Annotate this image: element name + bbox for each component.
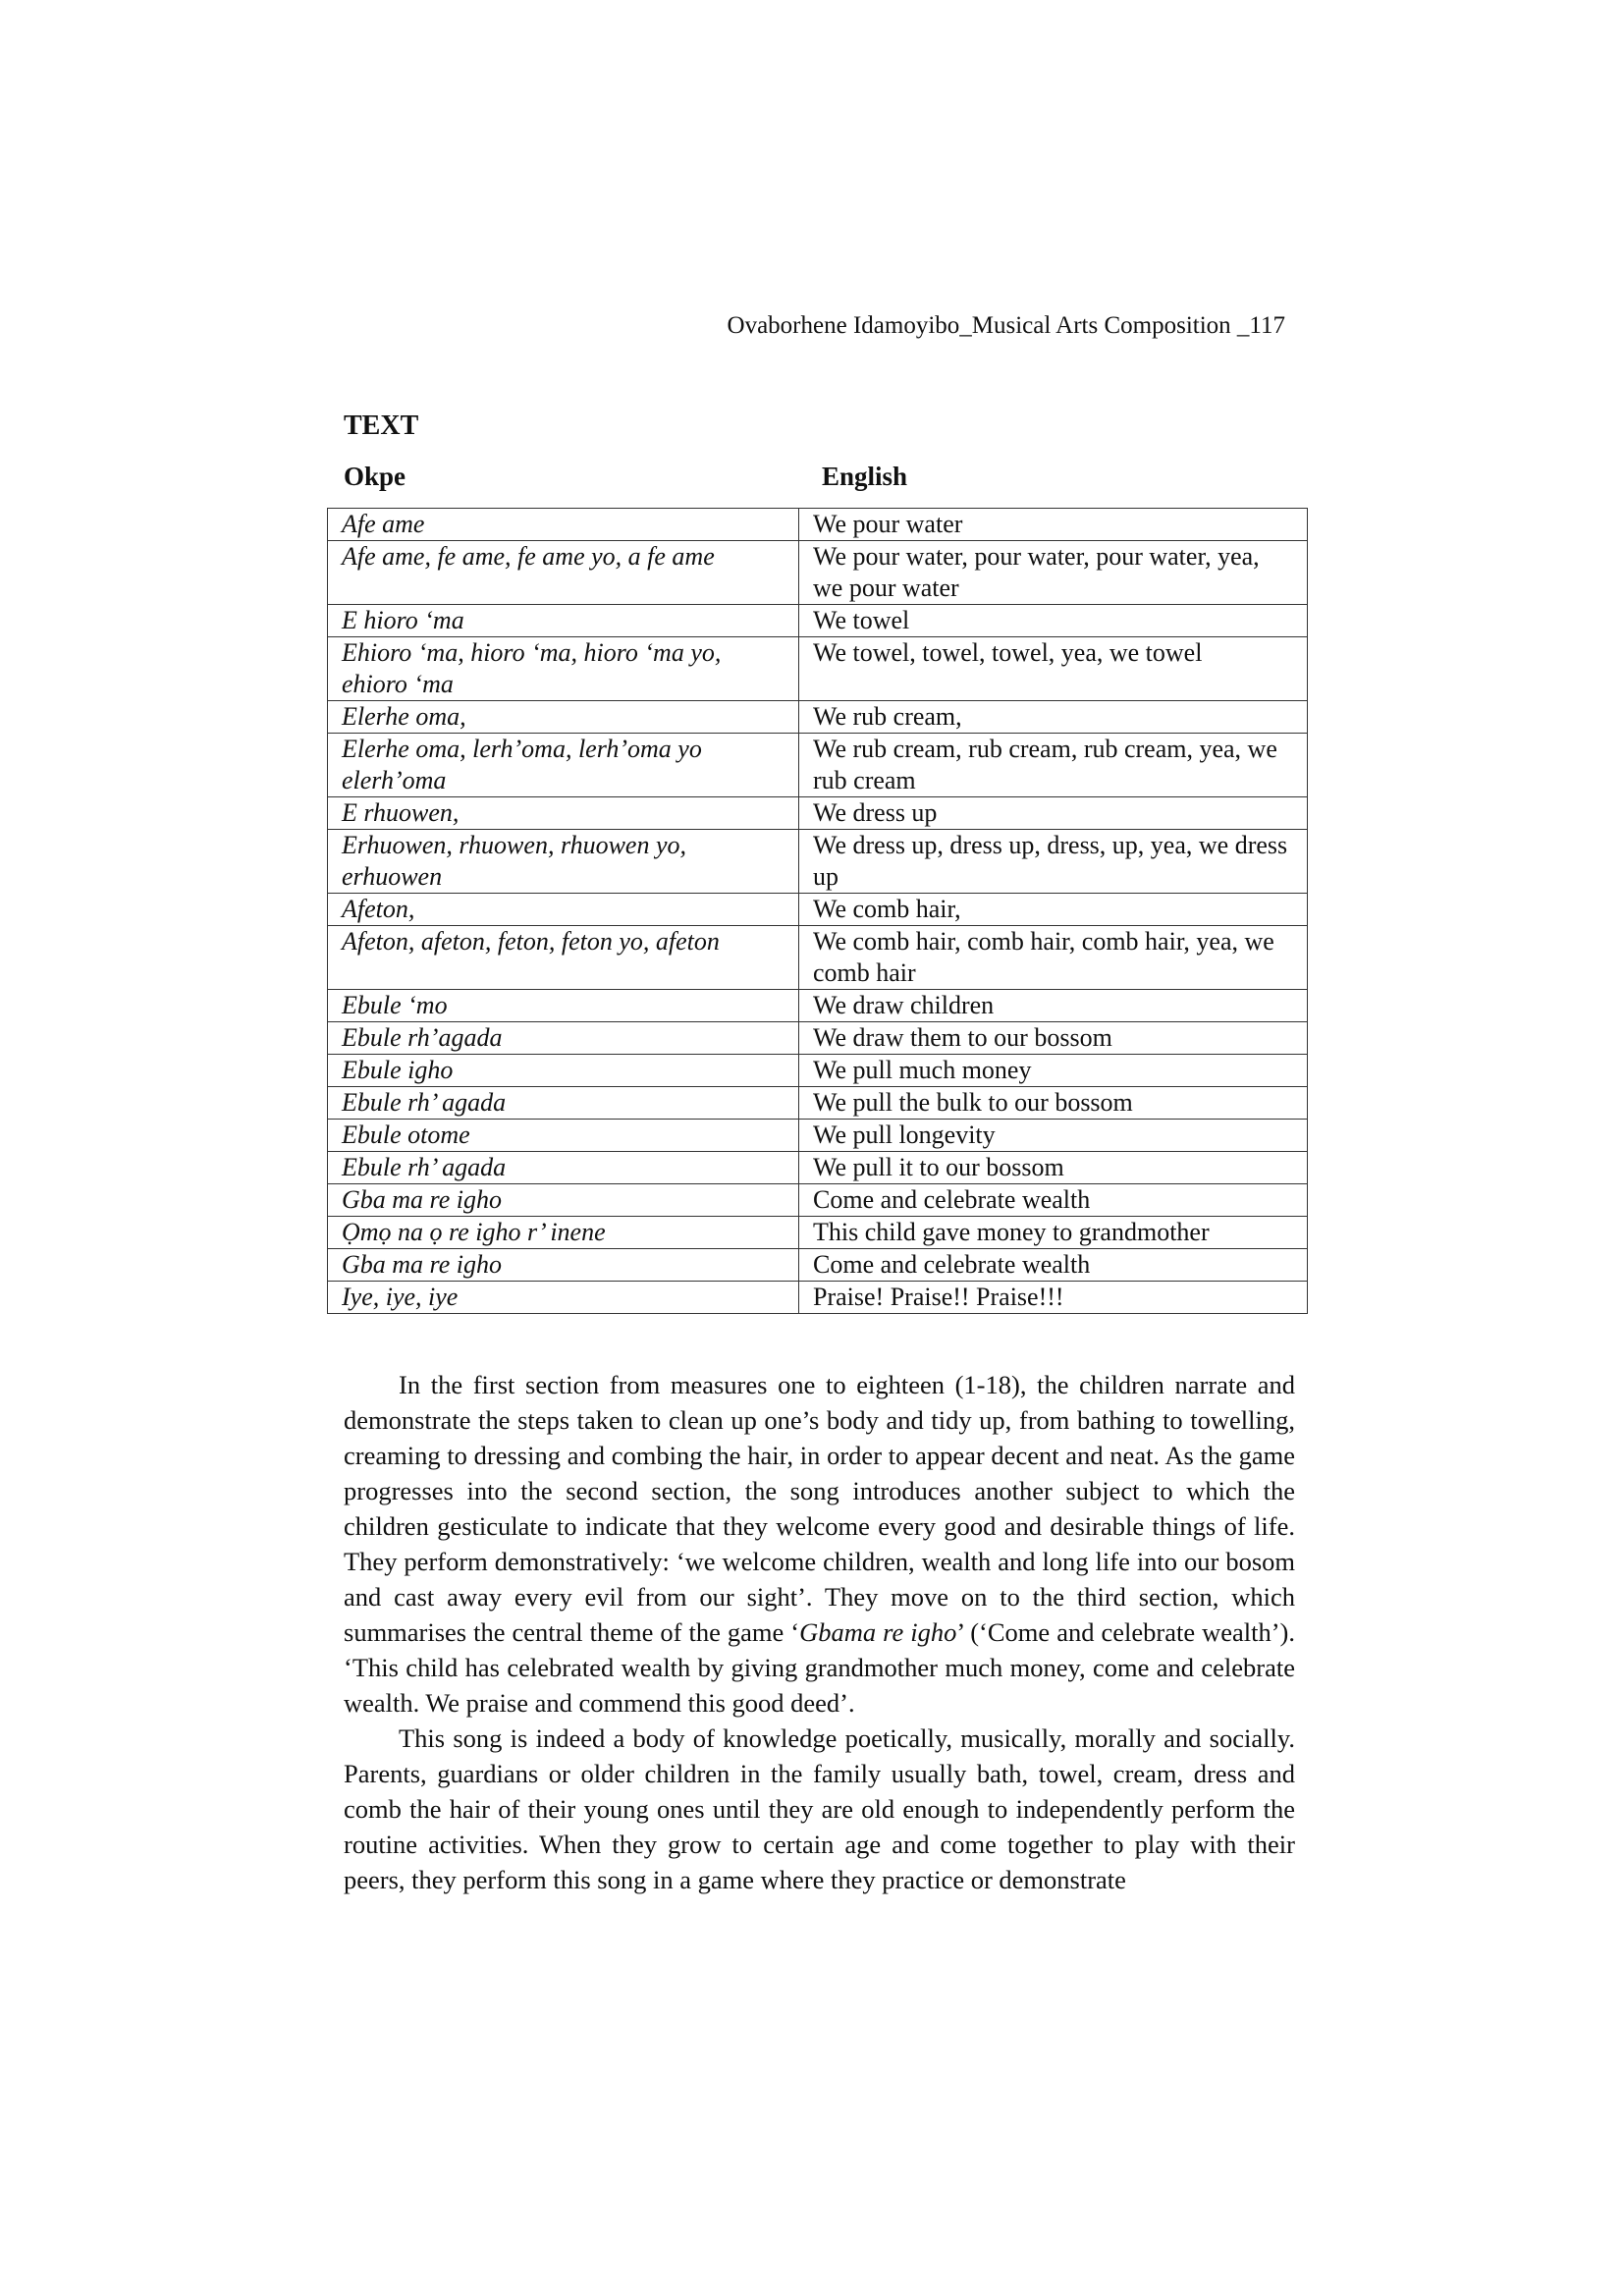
table-row (328, 1184, 1308, 1217)
section-title: TEXT (344, 410, 419, 441)
okpe-line: Iye, iye, iye (328, 1282, 799, 1314)
english-line: We pull the bulk to our bossom (799, 1087, 1308, 1120)
okpe-line: Ebule igho (328, 1055, 799, 1087)
table-row (328, 734, 1308, 797)
okpe-line: Ebule rh’agada (328, 1022, 799, 1055)
table-row (328, 1087, 1308, 1120)
running-header: Ovaborhene Idamoyibo_Musical Arts Composition _117 (727, 312, 1285, 339)
english-line: We draw children (799, 990, 1308, 1022)
okpe-line: Ebule ‘mo (328, 990, 799, 1022)
table-row (328, 1022, 1308, 1055)
english-line: We dress up, dress up, dress, up, yea, we dress up (799, 830, 1308, 894)
game-title: Gbama re igho (799, 1617, 957, 1647)
english-line: Praise! Praise!! Praise!!! (799, 1282, 1308, 1314)
table-row (328, 990, 1308, 1022)
okpe-line: Afe ame, fe ame, fe ame yo, a fe ame (328, 541, 799, 605)
column-heading-english: English (822, 462, 908, 491)
english-line: We towel, towel, towel, yea, we towel (799, 637, 1308, 701)
paragraph-text: In the first section from measures one to eighteen (1-18), the children narrate and demonstrate the steps taken to clean up one’s body and tidy up, from bathing to towelling, creaming to dressing and combing the hair, in order to appear decent and neat. As the game progresses into the second section, the song introduces another subject to which the children gesticulate to indicate that they welcome every good and desirable things of life. They perform demonstratively: ‘we welcome children, wealth and long life into our bosom and cast away every evil from our sight’. They move on to the third section, which summarises the central theme of the game ‘ (344, 1370, 1295, 1647)
table-row (328, 797, 1308, 830)
table-row (328, 509, 1308, 541)
english-line: We dress up (799, 797, 1308, 830)
english-line: We towel (799, 605, 1308, 637)
okpe-line: Afeton, afeton, feton, feton yo, afeton (328, 926, 799, 990)
song-text-table (327, 508, 1308, 1314)
okpe-line: Erhuowen, rhuowen, rhuowen yo, erhuowen (328, 830, 799, 894)
english-line: We pour water (799, 509, 1308, 541)
english-line: We comb hair, (799, 894, 1308, 926)
table-row (328, 1282, 1308, 1314)
english-line: We comb hair, comb hair, comb hair, yea, we comb hair (799, 926, 1308, 990)
english-line: Come and celebrate wealth (799, 1249, 1308, 1282)
english-line: We rub cream, (799, 701, 1308, 734)
table-row (328, 1217, 1308, 1249)
paragraph: This song is indeed a body of knowledge poetically, musically, morally and socially. Parents, guardians or older children in the family usually bath, towel, cream, dress and comb the hair of their young ones until they are old enough to independently perform the routine activities. When they grow to certain age and come together to play with their peers, they perform this song in a game where they practice or demonstrate (344, 1723, 1295, 1894)
english-line: We pull it to our bossom (799, 1152, 1308, 1184)
okpe-line: Afeton, (328, 894, 799, 926)
english-line: We draw them to our bossom (799, 1022, 1308, 1055)
column-heading-okpe: Okpe (344, 462, 406, 491)
table-row (328, 701, 1308, 734)
table-row (328, 637, 1308, 701)
okpe-line: Gba ma re igho (328, 1249, 799, 1282)
okpe-line: Ehioro ‘ma, hioro ‘ma, hioro ‘ma yo, ehioro ‘ma (328, 637, 799, 701)
okpe-line: Afe ame (328, 509, 799, 541)
table-row (328, 1055, 1308, 1087)
body-text (344, 1367, 1295, 1897)
okpe-line: Ebule rh’ agada (328, 1152, 799, 1184)
table-row (328, 1120, 1308, 1152)
okpe-line: Gba ma re igho (328, 1184, 799, 1217)
table-row (328, 894, 1308, 926)
table-row (328, 541, 1308, 605)
okpe-line: Ọmọ na ọ re igho r’ inene (328, 1217, 799, 1249)
english-line: We pull longevity (799, 1120, 1308, 1152)
english-line: We pull much money (799, 1055, 1308, 1087)
english-line: We rub cream, rub cream, rub cream, yea, we rub cream (799, 734, 1308, 797)
okpe-line: E hioro ‘ma (328, 605, 799, 637)
okpe-line: Ebule rh’ agada (328, 1087, 799, 1120)
table-row (328, 1152, 1308, 1184)
table-row (328, 926, 1308, 990)
english-line: This child gave money to grandmother (799, 1217, 1308, 1249)
table-row (328, 605, 1308, 637)
english-line: Come and celebrate wealth (799, 1184, 1308, 1217)
table-row (328, 1249, 1308, 1282)
okpe-line: Elerhe oma, (328, 701, 799, 734)
paragraph (344, 1367, 1295, 1721)
table-row (328, 830, 1308, 894)
okpe-line: E rhuowen, (328, 797, 799, 830)
english-line: We pour water, pour water, pour water, yea, we pour water (799, 541, 1308, 605)
okpe-line: Ebule otome (328, 1120, 799, 1152)
paragraph-text: ’ (‘Come and celebrate wealth’). ‘This child has celebrated wealth by giving grandmother much money, come and celebrate wealth. We praise and commend this good deed’. (344, 1617, 1296, 1718)
okpe-line: Elerhe oma, lerh’oma, lerh’oma yo elerh’oma (328, 734, 799, 797)
